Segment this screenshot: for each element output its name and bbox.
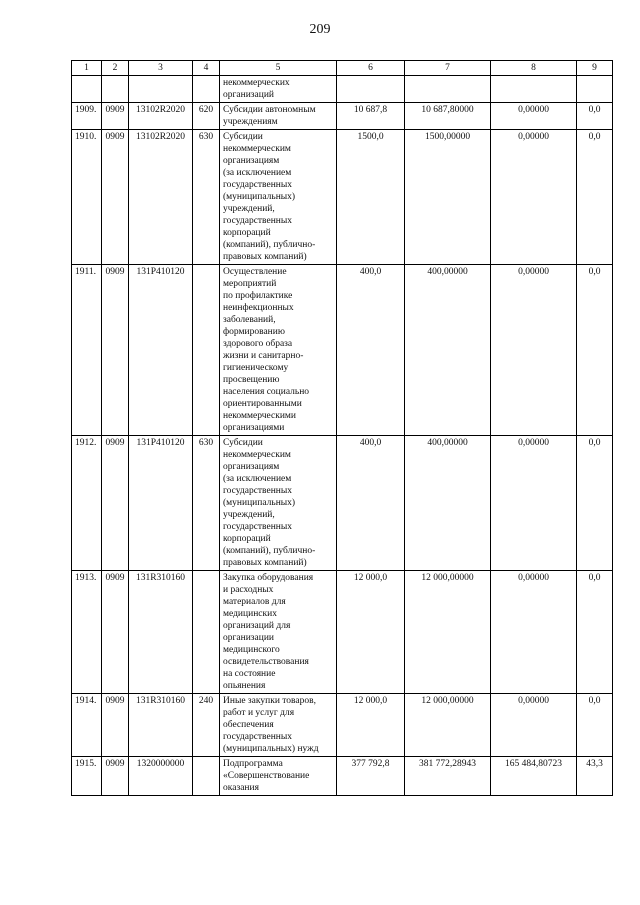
amount-planned: 377 792,8 (337, 757, 405, 796)
section-code: 0909 (102, 694, 129, 757)
target-code: 13102R2020 (129, 130, 193, 265)
execution-percent (577, 76, 613, 103)
section-code: 0909 (102, 757, 129, 796)
section-code (102, 76, 129, 103)
row-description: Субсидии некоммерческим организациям (за исключением государственных (муниципальных) учреждений, государственных корпораций (компаний), публично- правовых компаний) (220, 436, 337, 571)
execution-percent: 0,0 (577, 265, 613, 436)
row-number: 1915. (72, 757, 102, 796)
amount-approved: 400,00000 (405, 265, 491, 436)
header-cell: 1 (72, 61, 102, 76)
target-code: 131R310160 (129, 694, 193, 757)
section-code: 0909 (102, 436, 129, 571)
target-code: 131P410120 (129, 265, 193, 436)
execution-percent: 0,0 (577, 571, 613, 694)
row-description: Субсидии автономным учреждениям (220, 103, 337, 130)
row-number: 1912. (72, 436, 102, 571)
table-row (72, 130, 613, 265)
row-number: 1909. (72, 103, 102, 130)
header-cell: 2 (102, 61, 129, 76)
execution-percent: 0,0 (577, 436, 613, 571)
table-row (72, 103, 613, 130)
expense-type-code: 630 (193, 130, 220, 265)
row-number: 1914. (72, 694, 102, 757)
amount-planned: 10 687,8 (337, 103, 405, 130)
amount-executed: 0,00000 (491, 571, 577, 694)
amount-executed: 0,00000 (491, 436, 577, 571)
row-number: 1910. (72, 130, 102, 265)
header-cell: 7 (405, 61, 491, 76)
section-code: 0909 (102, 571, 129, 694)
row-description: Субсидии некоммерческим организациям (за исключением государственных (муниципальных) учреждений, государственных корпораций (компаний), публично- правовых компаний) (220, 130, 337, 265)
amount-approved: 1500,00000 (405, 130, 491, 265)
header-cell: 3 (129, 61, 193, 76)
table-row (72, 571, 613, 694)
row-description: Закупка оборудования и расходных материалов для медицинских организаций для организации медицинского освидетельствования на состояние опьянения (220, 571, 337, 694)
row-number (72, 76, 102, 103)
amount-planned: 12 000,0 (337, 571, 405, 694)
header-row (72, 61, 613, 76)
expense-type-code (193, 265, 220, 436)
section-code: 0909 (102, 103, 129, 130)
row-description: Осуществление мероприятий по профилактике неинфекционных заболеваний, формированию здорового образа жизни и санитарно- гигиеническому просвещению населения социально ориентированными некоммерческими организациями (220, 265, 337, 436)
table-row (72, 757, 613, 796)
expense-type-code: 630 (193, 436, 220, 571)
amount-approved: 12 000,00000 (405, 694, 491, 757)
page-number: 209 (309, 22, 331, 37)
budget-table (71, 60, 613, 796)
amount-approved: 10 687,80000 (405, 103, 491, 130)
table-row (72, 436, 613, 571)
section-code: 0909 (102, 265, 129, 436)
target-code: 131R310160 (129, 571, 193, 694)
execution-percent: 0,0 (577, 694, 613, 757)
execution-percent: 43,3 (577, 757, 613, 796)
execution-percent: 0,0 (577, 103, 613, 130)
header-cell: 6 (337, 61, 405, 76)
row-number: 1911. (72, 265, 102, 436)
header-cell: 8 (491, 61, 577, 76)
section-code: 0909 (102, 130, 129, 265)
amount-planned: 400,0 (337, 436, 405, 571)
amount-executed: 0,00000 (491, 103, 577, 130)
expense-type-code (193, 571, 220, 694)
table-row (72, 76, 613, 103)
row-description: некоммерческих организаций (220, 76, 337, 103)
header-cell: 9 (577, 61, 613, 76)
target-code: 13102R2020 (129, 103, 193, 130)
amount-executed (491, 76, 577, 103)
target-code: 1320000000 (129, 757, 193, 796)
amount-executed: 0,00000 (491, 694, 577, 757)
target-code (129, 76, 193, 103)
target-code: 131P410120 (129, 436, 193, 571)
row-description: Подпрограмма «Совершенствование оказания (220, 757, 337, 796)
amount-executed: 165 484,80723 (491, 757, 577, 796)
row-description: Иные закупки товаров, работ и услуг для обеспечения государственных (муниципальных) нужд (220, 694, 337, 757)
amount-planned: 12 000,0 (337, 694, 405, 757)
table-row (72, 694, 613, 757)
amount-approved: 381 772,28943 (405, 757, 491, 796)
amount-planned (337, 76, 405, 103)
amount-planned: 1500,0 (337, 130, 405, 265)
expense-type-code (193, 76, 220, 103)
amount-planned: 400,0 (337, 265, 405, 436)
amount-approved: 400,00000 (405, 436, 491, 571)
amount-approved (405, 76, 491, 103)
table-row (72, 265, 613, 436)
amount-executed: 0,00000 (491, 130, 577, 265)
header-cell: 5 (220, 61, 337, 76)
execution-percent: 0,0 (577, 130, 613, 265)
table-body (72, 76, 613, 796)
amount-approved: 12 000,00000 (405, 571, 491, 694)
header-cell: 4 (193, 61, 220, 76)
expense-type-code: 620 (193, 103, 220, 130)
expense-type-code (193, 757, 220, 796)
expense-type-code: 240 (193, 694, 220, 757)
amount-executed: 0,00000 (491, 265, 577, 436)
row-number: 1913. (72, 571, 102, 694)
